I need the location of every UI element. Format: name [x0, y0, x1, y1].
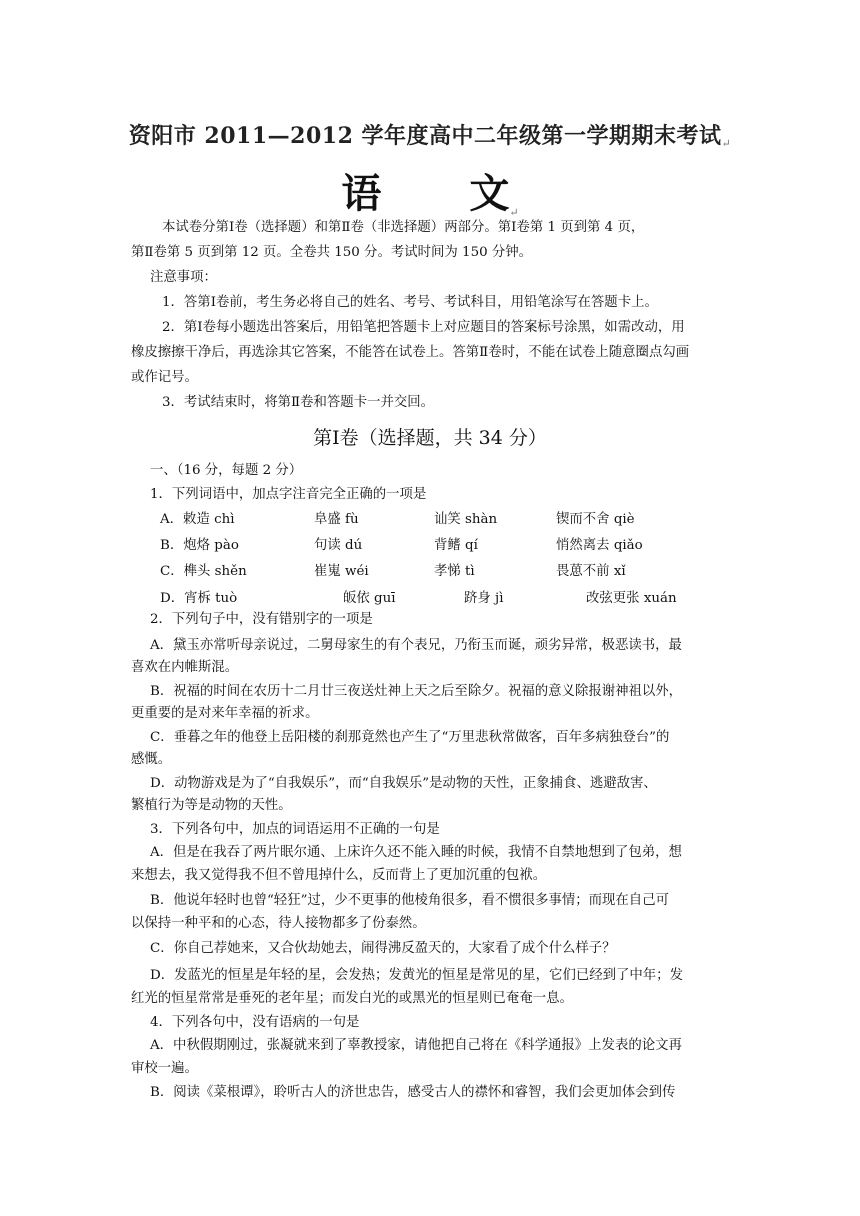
q1-stem: 1．下列词语中，加点字注音完全正确的一项是 — [150, 487, 427, 502]
q2-option-c: C．垂暮之年的他登上岳阳楼的刹那竟然也产生了“万里悲秋常做客，百年多病独登台”的 — [150, 730, 670, 745]
q1-option: D．宵柝 tuò — [160, 591, 238, 606]
paragraph-mark-icon: ↵ — [509, 206, 519, 219]
notes-title: 注意事项： — [150, 270, 217, 285]
note-2b: 橡皮擦擦干净后，再选涂其它答案，不能答在试卷上。答第Ⅱ卷时，不能在试卷上随意圈点勾画 — [131, 345, 690, 360]
subject-title — [0, 162, 860, 219]
q1-option: 背鳍 qí — [434, 538, 478, 553]
q1-option: 改弦更张 xuán — [586, 591, 677, 606]
subject-char-1: 语 — [341, 170, 382, 217]
q3-option-b: B．他说年轻时也曾“轻狂”过，少不更事的他棱角很多，看不惯很多事情；而现在自己可 — [150, 893, 669, 908]
q1-option: 孝悌 tì — [434, 564, 475, 579]
q1-option: 讪笑 shàn — [434, 512, 498, 527]
q3-stem: 3．下列各句中，加点的词语运用不正确的一句是 — [150, 822, 440, 837]
intro-line-2: 第Ⅱ卷第 5 页到第 12 页。全卷共 150 分。考试时间为 150 分钟。 — [131, 245, 533, 260]
q2-option-b: B．祝福的时间在农历十二月廿三夜送灶神上天之后至除夕。祝福的意义除报谢神祖以外， — [150, 684, 683, 699]
q2-option-c-cont: 感慨。 — [131, 752, 172, 767]
paragraph-mark-icon: ↵ — [721, 137, 732, 150]
note-1: 1．答第Ⅰ卷前，考生务必将自己的姓名、考号、考试科目，用铅笔涂写在答题卡上。 — [162, 295, 658, 310]
q4-stem: 4．下列各句中，没有语病的一句是 — [150, 1015, 360, 1030]
q3-option-d-cont: 红光的恒星常常是垂死的老年星；而发白光的或黑光的恒星则已奄奄一息。 — [131, 991, 573, 1006]
q1-option: B．炮烙 pào — [160, 538, 239, 553]
exam-title-text: 资阳市 2011—2012 学年度高中二年级第一学期期末考试 — [128, 123, 722, 149]
note-2a: 2．第Ⅰ卷每小题选出答案后，用铅笔把答题卡上对应题目的答案标号涂黑，如需改动，用 — [162, 320, 685, 335]
q4-option-a-cont: 审校一遍。 — [131, 1061, 198, 1076]
q1-option: C．榫头 shěn — [160, 564, 247, 579]
note-2c: 或作记号。 — [131, 370, 198, 385]
q3-option-d: D．发蓝光的恒星是年轻的星，会发热；发黄光的恒星是常见的星，它们已经到了中年；发 — [150, 968, 683, 983]
q1-option: 崔嵬 wéi — [314, 564, 369, 579]
section-title: 第Ⅰ卷（选择题，共 34 分） — [313, 427, 547, 449]
q1-option: 跻身 jì — [464, 591, 504, 606]
q1-row-b — [150, 534, 750, 554]
q2-option-b-cont: 更重要的是对来年幸福的祈求。 — [131, 706, 319, 721]
q1-option: 锲而不舍 qiè — [556, 512, 635, 527]
note-3: 3．考试结束时，将第Ⅱ卷和答题卡一并交回。 — [162, 395, 435, 410]
q4-option-a: A．中秋假期刚过，张凝就来到了辜教授家，请他把自己将在《科学通报》上发表的论文再 — [150, 1038, 682, 1053]
intro-line-1: 本试卷分第Ⅰ卷（选择题）和第Ⅱ卷（非选择题）两部分。第Ⅰ卷第 1 页到第 4 页， — [162, 220, 645, 235]
q2-option-d-cont: 繁植行为等是动物的天性。 — [131, 798, 292, 813]
q1-option: 阜盛 fù — [314, 512, 359, 527]
q2-stem: 2．下列句子中，没有错别字的一项是 — [150, 612, 373, 627]
q2-option-d: D．动物游戏是为了“自我娱乐”，而“自我娱乐”是动物的天性，正象捕食、逃避敌害、 — [150, 776, 657, 791]
q4-option-b: B．阅读《菜根谭》，聆听古人的济世忠告，感受古人的襟怀和睿智，我们会更加体会到传 — [150, 1085, 676, 1100]
q1-option: 悄然离去 qiǎo — [556, 538, 643, 553]
q1-option: 畏葸不前 xǐ — [556, 564, 626, 579]
part-one-heading: 一、（16 分，每题 2 分） — [150, 463, 303, 478]
exam-title — [0, 119, 860, 150]
q1-row-a — [150, 508, 750, 528]
subject-char-2: 文 — [469, 170, 510, 217]
q3-option-a: A．但是在我吞了两片眠尔通、上床许久还不能入睡的时候，我情不自禁地想到了包弟，想 — [150, 845, 682, 860]
q1-option: A．敕造 chì — [160, 512, 235, 527]
q2-option-a: A．黛玉亦常听母亲说过，二舅母家生的有个表兄，乃衔玉而诞，顽劣异常，极恶读书，最 — [150, 638, 682, 653]
q1-row-d — [150, 587, 750, 607]
q3-option-b-cont: 以保持一种平和的心态，待人接物都多了份泰然。 — [131, 916, 426, 931]
q2-option-a-cont: 喜欢在内帷斯混。 — [131, 660, 239, 675]
q1-option: 句读 dú — [314, 538, 363, 553]
q3-option-c: C．你自己荐她来，又合伙劫她去，闹得沸反盈天的，大家看了成个什么样子？ — [150, 941, 616, 956]
q1-row-c — [150, 560, 750, 580]
q1-option: 皈依 guī — [343, 591, 396, 606]
q3-option-a-cont: 来想去，我又觉得我不但不曾甩掉什么，反而背上了更加沉重的包袱。 — [131, 868, 547, 883]
